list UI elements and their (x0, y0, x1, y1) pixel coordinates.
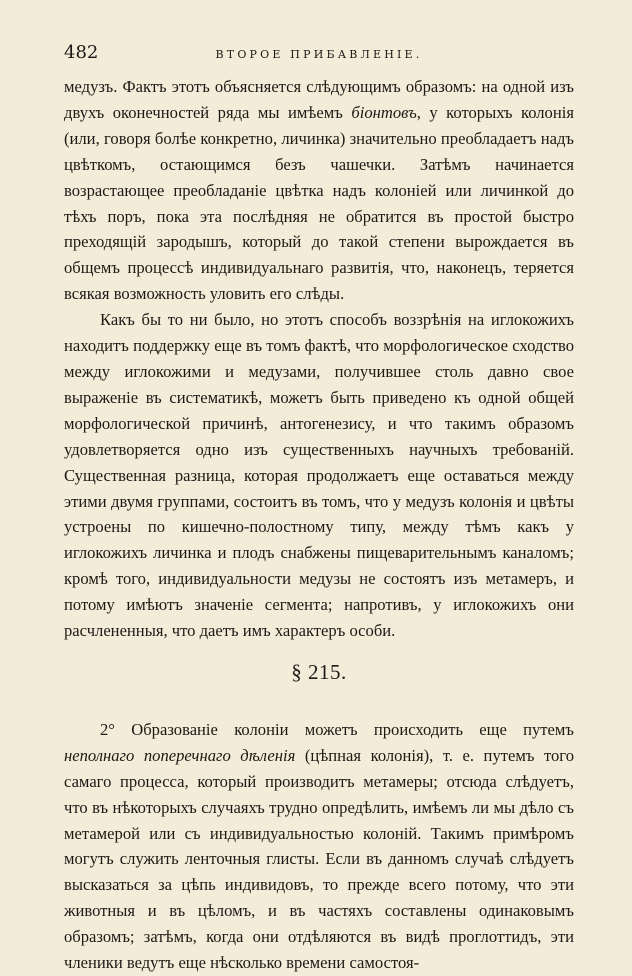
paragraph-3-text-b: (цѣпная колонія), т. е. путемъ того самаго процесса, который производитъ метамеры; отсюда слѣдуетъ, что въ нѣкоторыхъ случаяхъ трудно опредѣлить, имѣемъ ли мы дѣло съ метамерой или съ индивидуальностью колоній. Такимъ примѣромъ могутъ служить ленточныя глисты. Если въ данномъ случаѣ слѣдуетъ высказаться за цѣпь индивидовъ, то прежде всего потому, что эти животныя и въ цѣломъ, и въ частяхъ составлены одинаковымъ образомъ; затѣмъ, когда они отдѣляются въ видѣ проглоттидъ, эти членики ведутъ еще нѣсколько времени самостоя- (64, 745, 574, 973)
paragraph-1-italic-term: біонтовъ (351, 102, 417, 122)
paragraph-1 (64, 74, 574, 307)
paragraph-2: Какъ бы то ни было, но этотъ способъ воззрѣнія на иглокожихъ находитъ поддержку еще въ томъ фактѣ, что морфологическое сходство между иглокожими и медузами, получившее столь давно свое выраженіе въ систематикѣ, можетъ быть приведено къ одной общей морфологической причинѣ, антогенезису, и что такимъ образомъ удовлетворяется одно изъ существенныхъ научныхъ требованій. Существенная разница, которая продолжаетъ еще оставаться между этими двумя группами, состоитъ въ томъ, что у медузъ колонія и цвѣты устроены по кишечно-полостному типу, между тѣмъ какъ у иглокожихъ личинка и плодъ снабжены пищеварительнымъ каналомъ; кромѣ того, индивидуальности медузы не состоятъ изъ метамеръ, и потому имѣютъ значеніе сегмента; напротивъ, у иглокожихъ они расчлененныя, что даетъ имъ характеръ особи. (64, 310, 574, 641)
section-heading: § 215. (291, 659, 347, 684)
paragraph-1-text-a: медузъ. Фактъ этотъ объясняется слѣдующимъ образомъ: на одной изъ двухъ оконечностей ряда мы имѣемъ (64, 77, 574, 122)
page-header (64, 42, 574, 66)
paragraph-3 (64, 717, 574, 976)
paragraph-3-italic-term: неполнаго поперечнаго дѣленія (64, 745, 296, 765)
paragraph-1-text-b: , у которыхъ колонія (или, говоря болѣе конкретно, личинка) значительно преобладаетъ надъ цвѣткомъ, остающимся безъ чашечки. Затѣмъ начинается возрастающее преобладаніе цвѣтка надъ колоніей или личинкой до тѣхъ поръ, пока эта послѣдняя не обратится въ простой быстро преходящій зародышъ, который до такой степени вырождается въ общемъ процессѣ индивидуальнаго развитія, что, наконецъ, теряется всякая возможность уловить его слѣды. (64, 102, 574, 304)
page-number: 482 (64, 42, 99, 63)
running-head: ВТОРОЕ ПРИБАВЛЕНІЕ. (215, 48, 423, 61)
paragraph-3-text-a: 2° Образованіе колоніи можетъ происходить еще путемъ (100, 719, 574, 739)
